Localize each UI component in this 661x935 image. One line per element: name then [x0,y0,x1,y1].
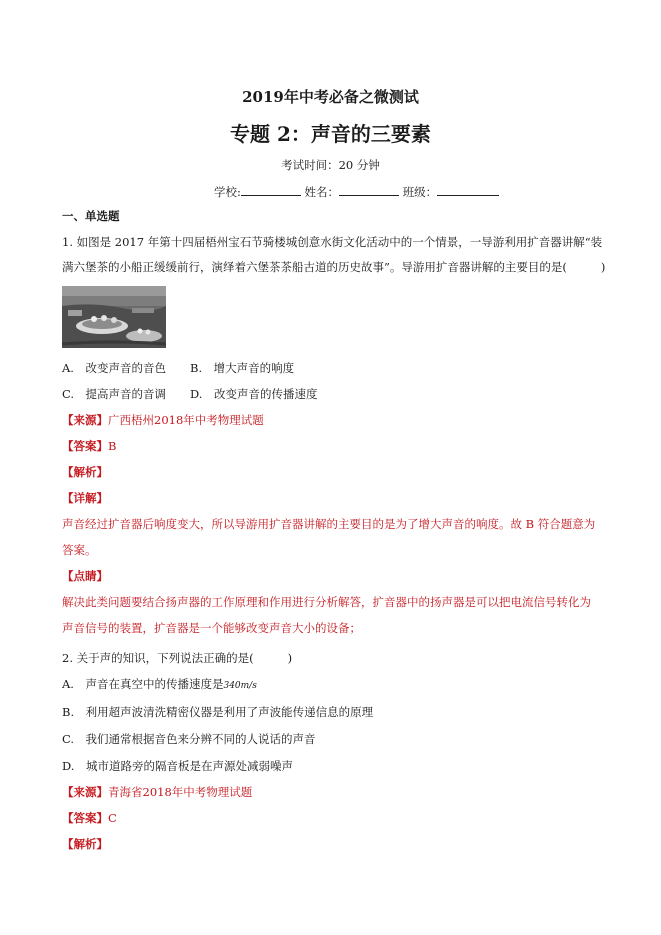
school-blank [241,183,301,196]
q2-answer-text: C [108,811,117,825]
boat-photo-illustration [62,286,166,348]
q1-source-label: 【来源】 [62,413,108,427]
boat-festival-photo [62,286,166,348]
q1-option-a: A. 改变声音的音色 [62,361,166,375]
q1-answer-text: B [108,439,117,453]
school-label: 学校: [214,185,241,199]
q1-answer-label: 【答案】 [62,439,108,453]
q1-tip-label: 【点睛】 [62,569,108,583]
q2-source-label: 【来源】 [62,785,108,799]
exam-time [0,157,661,173]
name-blank [339,183,399,196]
q2-answer [62,810,117,826]
topic-title: 专题 2：声音的三要素 [230,122,431,146]
q1-source [62,412,264,428]
exam-time-value: 20 分钟 [338,158,380,172]
q2-option-c: C. 我们通常根据音色来分辨不同的人说话的声音 [62,732,316,746]
q2-option-a [62,676,257,694]
student-info-row [214,183,499,200]
name-label: 姓名： [304,185,340,199]
q2-option-d: D. 城市道路旁的隔音板是在声源处减弱噪声 [62,759,293,773]
q1-analysis-label: 【解析】 [62,465,108,479]
q1-stem-line1: 1. 如图是 2017 年第十四届梧州宝石节骑楼城创意水街文化活动中的一个情景，一导游利用扩音器讲解“装 [62,235,603,249]
q1-tip-line2: 声音信号的装置，扩音器是一个能够改变声音大小的设备； [62,621,361,635]
q1-option-c: C. 提高声音的音调 [62,387,167,401]
q1-answer [62,438,116,454]
q2-stem-text: 2. 关于声的知识，下列说法正确的是 [62,651,250,665]
q2-answer-label: 【答案】 [62,811,108,825]
q2-source-text: 青海省2018年中考物理试题 [108,785,253,799]
q2-paren-open: ( [249,651,254,665]
q1-paren-close: ) [600,260,606,274]
q1-tip-line1: 解决此类问题要结合扬声器的工作原理和作用进行分析解答，扩音器中的扬声器是可以把电流信号转化为 [62,595,591,609]
q2-stem [62,650,292,666]
q2-analysis-label: 【解析】 [62,837,108,851]
class-blank [437,183,499,196]
class-label: 班级： [402,185,438,199]
section-title: 一、单选题 [62,209,120,223]
q1-stem-line2 [62,259,605,275]
q1-option-d: D. 改变声音的传播速度 [190,387,318,401]
q2-paren-close: ) [287,651,293,665]
exam-time-label: 考试时间： [281,158,339,172]
q2-option-a-math: 340m/s [223,681,257,691]
q1-paren-open: ( [562,260,567,274]
q1-stem-text: 满六堡茶的小船正缓缓前行，演绎着六堡茶茶船古道的历史故事”。导游用扩音器讲解的主要目的是 [62,260,563,274]
q2-option-a-text: A. 声音在真空中的传播速度是 [62,677,224,691]
q1-detail-label: 【详解】 [62,491,108,505]
q2-source [62,784,252,800]
q1-detail-line1: 声音经过扩音器后响度变大，所以导游用扩音器讲解的主要目的是为了增大声音的响度。故 B 符合题意为 [62,517,596,531]
document-title: 2019年中考必备之微测试 [242,88,419,106]
q1-detail-line2: 答案。 [62,543,97,557]
q2-option-b: B. 利用超声波清洗精密仪器是利用了声波能传递信息的原理 [62,705,374,719]
q1-option-b: B. 增大声音的响度 [190,361,295,375]
q1-source-text: 广西梧州2018年中考物理试题 [108,413,264,427]
